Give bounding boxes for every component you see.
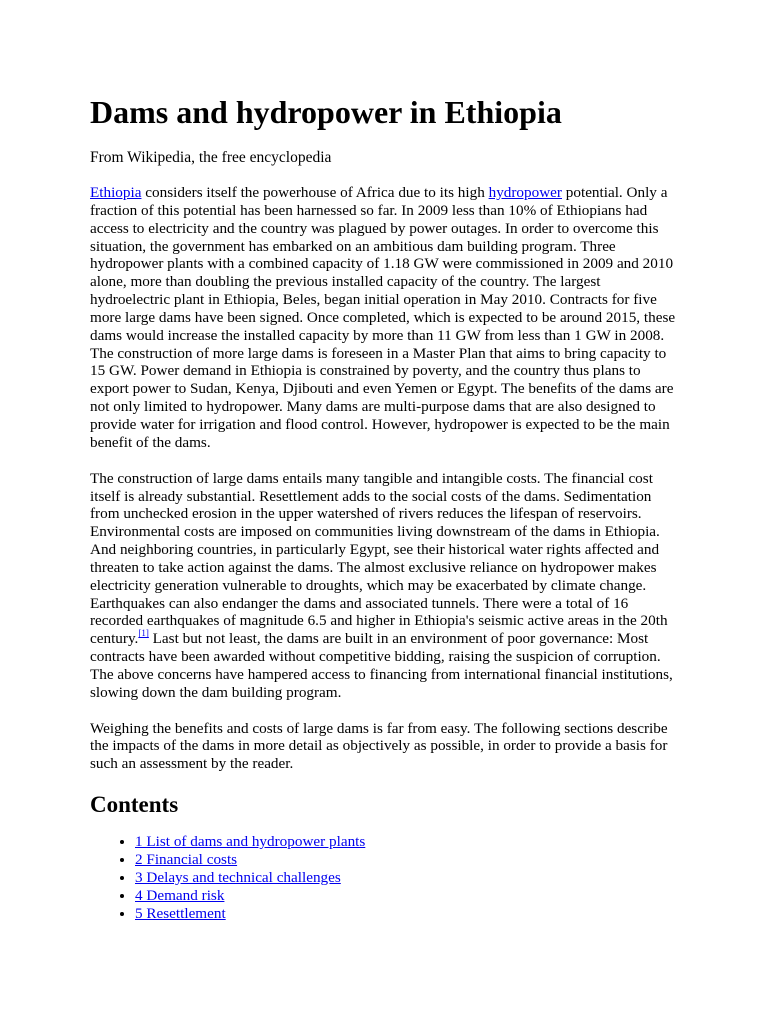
toc-link-demand-risk[interactable]: 4 Demand risk [135,886,225,904]
toc-link-delays[interactable]: 3 Delays and technical challenges [135,868,341,886]
intro-paragraph [90,184,680,452]
toc-item [135,905,680,923]
costs-paragraph [90,470,680,702]
ethiopia-link[interactable]: Ethiopia [90,184,142,201]
toc-link-financial-costs[interactable]: 2 Financial costs [135,851,238,868]
article-content [90,92,680,922]
toc-item [135,851,680,869]
site-tagline: From Wikipedia, the free encyclopedia [90,149,332,166]
contents-heading: Contents [90,792,179,818]
table-of-contents [90,833,680,922]
costs-text-part1: The construction of large dams entails many tangible and intangible costs. The financial cost itself is already substantial. Resettlement adds to the social costs of the dams. Sedimentation from unchecked erosion in the upper watershed of rivers reduces the lifespan of reservoirs. Environmental costs are imposed on communities living downstream of the dams in Ethiopia. And neighboring countries, in particularly Egypt, see their historical water rights affected and threaten to take action against the dams. The almost exclusive reliance on hydropower makes electricity generation vulnerable to droughts, which may be exacerbated by climate change. Earthquakes can also endanger the dams and associated tunnels. There were a total of 16 recorded earthquakes of magnitude 6.5 and higher in Ethiopia's seismic active areas in the 20th century. [90,469,668,648]
reference-1-link[interactable]: [1] [138,628,149,639]
toc-item [135,869,680,887]
toc-item [135,887,680,905]
toc-link-list-of-dams[interactable]: 1 List of dams and hydropower plants [135,833,366,851]
page-title: Dams and hydropower in Ethiopia [90,94,562,130]
costs-text-part2: Last but not least, the dams are built in an environment of poor governance: Most contracts have been awarded without competitive bidding, raising the suspicion of corruption. The above concerns have hampered access to financing from international financial institutions, slowing down the dam building program. [90,630,673,701]
intro-text-part1: considers itself the powerhouse of Africa due to its high [141,184,489,201]
summary-paragraph: Weighing the benefits and costs of large dams is far from easy. The following sections describe the impacts of the dams in more detail as objectively as possible, in order to provide a basis for such an assessment by the reader. [90,719,668,773]
hydropower-link[interactable]: hydropower [488,184,562,201]
toc-link-resettlement[interactable]: 5 Resettlement [135,904,226,922]
toc-item [135,833,680,851]
intro-text-part2: potential. Only a fraction of this potential has been harnessed so far. In 2009 less than 10% of Ethiopians had access to electricity and the country was plagued by power outages. In order to overcome this situation, the government has embarked on an ambitious dam building program. Three hydropower plants with a combined capacity of 1.18 GW were commissioned in 2009 and 2010 alone, more than doubling the previous installed capacity of the country. The largest hydroelectric plant in Ethiopia, Beles, began initial operation in May 2010. Contracts for five more large dams have been signed. Once completed, which is expected to be around 2015, these dams would increase the installed capacity by more than 11 GW from less than 1 GW in 2008. The construction of more large dams is foreseen in a Master Plan that aims to bring capacity to 15 GW. Power demand in Ethiopia is constrained by poverty, and the country thus plans to export power to Sudan, Kenya, Djibouti and even Yemen or Egypt. The benefits of the dams are not only limited to hydropower. Many dams are multi-purpose dams that are also designed to provide water for irrigation and flood control. However, hydropower is expected to be the main benefit of the dams. [90,184,676,451]
